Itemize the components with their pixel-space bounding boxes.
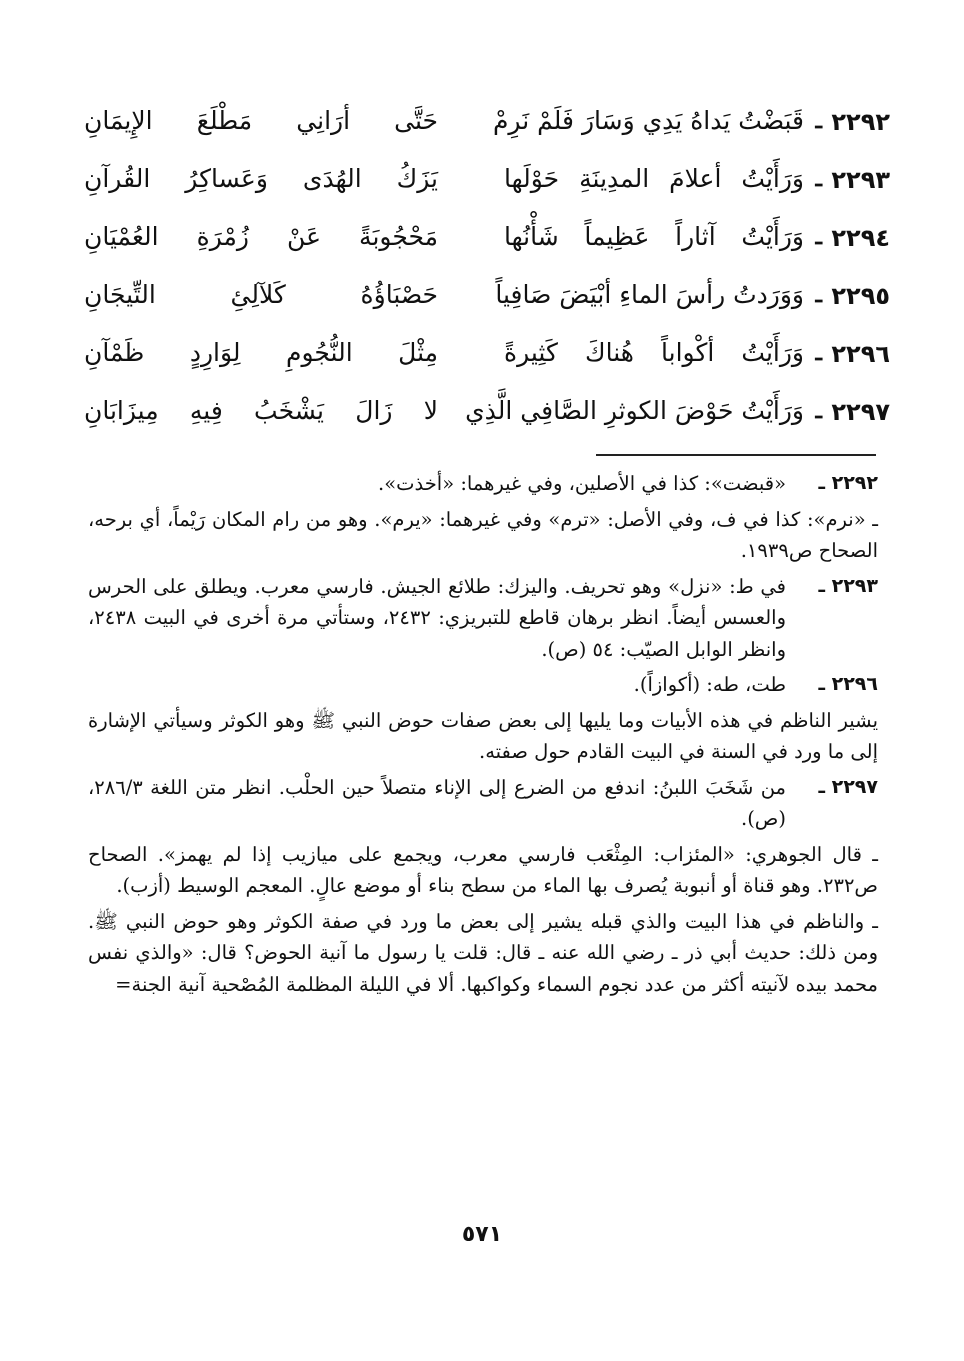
verse-number: ٢٢٩٢ xyxy=(831,108,890,136)
verse-row xyxy=(70,278,890,336)
footnote-text: ـ «نرم»: كذا في ف، وفي الأصل: «ترم» وفي غيرهما: «يرم». وهو من رام المكان رَيْماً، أي برحه، الصحاح ص١٩٣٩. xyxy=(88,507,878,562)
footnote-number: ٢٢٩٢ ـ xyxy=(818,472,878,494)
footnote xyxy=(88,772,878,835)
verse-second-hemistich: حَتَّى أرَانِي مَطْلَعَ الإِيمَانِ xyxy=(84,106,438,135)
verse-number: ٢٢٩٥ xyxy=(831,282,890,310)
verse-first-hemistich: وَرَأَيْتُ حَوْضَ الكوثرِ الصَّافِي الَّذِي xyxy=(465,396,804,425)
footnote-text: «قبضت»: كذا في الأصلين، وفي غيرهما: «أخذت». xyxy=(378,472,786,495)
verse-second-hemistich: مَحْجُوبَةً عَنْ زُمْرَةِ العُمْيَانِ xyxy=(84,222,438,251)
footnote-text: ـ والناظم في هذا البيت والذي قبله يشير إلى بعض ما ورد في صفة الكوثر وهو حوض النبي ﷺ. ومن ذلك: حديث أبي ذر ـ رضي الله عنه ـ قال: قلت يا رسول ما آنية الحوض؟ قال: «والذي نفس محمد بيده لآنيته أكثر من عدد نجوم السماء وكواكبها. ألا في الليلة المظلمة المُصْحية آنية الجنة= xyxy=(88,909,878,996)
verse-second-hemistich: مِثْلَ النُّجُومِ لِوَارِدٍ ظَمْآنِ xyxy=(84,338,438,367)
footnote-text: يشير الناظم في هذه الأبيات وما يليها إلى بعض صفات حوض النبي ﷺ وهو الكوثر وسيأتي الإشارة إلى ما ورد في السنة في البيت القادم حول صفته. xyxy=(88,708,878,763)
verse-row xyxy=(70,104,890,162)
verse-first-hemistich: وَرَأَيْتُ أكْواباً هُناكَ كَثِيرةً xyxy=(504,338,804,367)
footnote xyxy=(88,669,878,701)
footnote xyxy=(88,504,878,567)
verse-second-hemistich: لا زَالَ يَشْخَبُ فِيهِ مِيزَابَانِ xyxy=(84,396,438,425)
footnote xyxy=(88,839,878,902)
footnote-text: من شَخَبَ اللبنُ: اندفع من الضرع إلى الإناء متصلاً حين الحلْب. انظر متن اللغة ٢٨٦/٣، (ص). xyxy=(88,775,786,830)
page-number: ٥٧١ xyxy=(461,1222,503,1247)
poem-verses xyxy=(70,104,890,452)
verse-dash: ـ xyxy=(815,224,822,250)
verse-dash: ـ xyxy=(815,282,822,308)
footnote-number: ٢٢٩٣ ـ xyxy=(818,574,878,597)
footnote-text: في ط: «نزل» وهو تحريف. واليزك: طلائع الجيش. فارسي معرب. ويطلق على الحرس والعسس أيضاً. انظر برهان قاطع للتبريزي: ٢٤٣٢، وستأتي مرة أخرى في البيت ٢٤٣٨، وانظر الوابل الصيّب: ٥٤ (ص). xyxy=(88,574,786,661)
verse-second-hemistich: يَزَكُ الهُدَى وَعَساكِرُ القُرآنِ xyxy=(84,164,438,193)
verse-number: ٢٢٩٦ xyxy=(831,340,890,368)
footnote-number: ٢٢٩٦ ـ xyxy=(818,673,878,695)
verse-number: ٢٢٩٣ xyxy=(831,166,890,194)
verse-first-hemistich: قَبَضْتُ يَداهُ يَدِي وَسَارَ فَلَمْ نَرِمْ xyxy=(492,106,804,135)
footnote xyxy=(88,571,878,666)
footnote xyxy=(88,468,878,500)
verse-number: ٢٢٩٧ xyxy=(831,398,890,426)
verse-second-hemistich: حَصْبَاؤُهُ كَلآلِئِ التِّيجَانِ xyxy=(84,280,438,309)
verse-dash: ـ xyxy=(815,108,822,134)
footnotes xyxy=(88,468,878,1004)
verse-first-hemistich: وَرَأَيْتُ أعلامَ المدِينَةِ حَوْلَها xyxy=(504,164,804,193)
verse-number: ٢٢٩٤ xyxy=(831,224,890,252)
verse-dash: ـ xyxy=(815,166,822,192)
verse-first-hemistich: وَوَرَدتُ رأسَ الماءِ أبْيَضَ صَافِياً xyxy=(495,280,804,309)
verse-dash: ـ xyxy=(815,340,822,366)
footnote-text: ـ قال الجوهري: «المئزاب: المِثْعَب فارسي معرب، ويجمع على ميازيب إذا لم يهمز». الصحاح ص٢٣٢. وهو قناة أو أنبوبة يُصرف بها الماء من سطح بناء أو موضع عالٍ. المعجم الوسيط (أزب). xyxy=(88,842,878,897)
verse-dash: ـ xyxy=(815,398,822,424)
footnote-text: طت، طه: (أكوازاً). xyxy=(633,673,786,696)
verse-row xyxy=(70,162,890,220)
footnote xyxy=(88,906,878,1001)
footnote-number: ٢٢٩٧ ـ xyxy=(818,775,878,798)
verse-row xyxy=(70,336,890,394)
footnote xyxy=(88,705,878,768)
footnote-separator xyxy=(596,454,876,456)
verse-row xyxy=(70,220,890,278)
verse-first-hemistich: وَرَأَيْتُ آثاراً عَظِيماً شَأْنُها xyxy=(504,222,804,251)
verse-row xyxy=(70,394,890,452)
